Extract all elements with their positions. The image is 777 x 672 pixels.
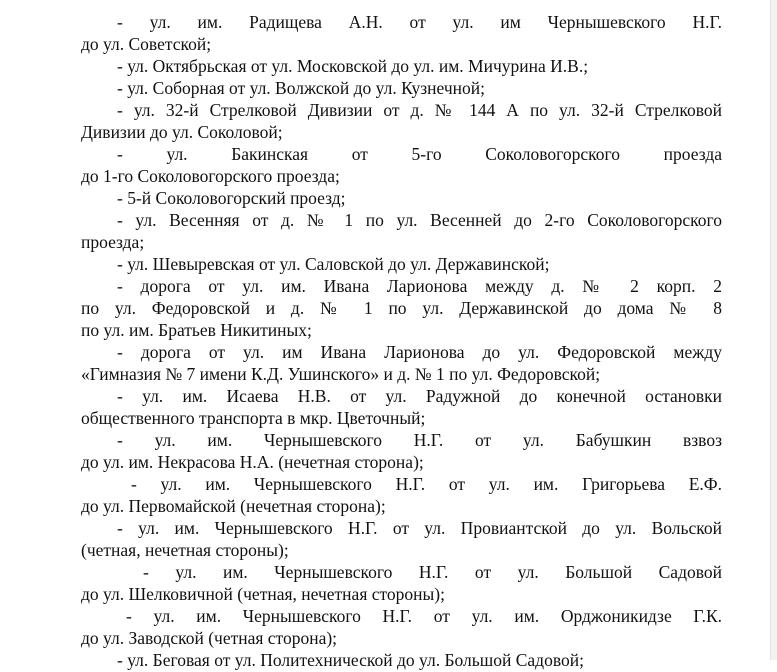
list-item: [81, 496, 722, 517]
list-item: [81, 12, 722, 33]
text-line: «Гимназия № 7 имени К.Д. Ушинского» и д. № 1 по ул. Федоровской;: [81, 364, 601, 384]
text-line: до ул. Первомайской (нечетная сторона);: [81, 496, 386, 516]
list-item: [81, 298, 722, 319]
text-line: - ул. Октябрьская от ул. Московской до ул. им. Мичурина И.В.;: [117, 56, 589, 76]
list-item: [81, 210, 722, 231]
text-line: - ул. им. Чернышевского Н.Г. от ул. Провиантской до ул. Вольской: [117, 518, 722, 538]
list-item: [81, 562, 722, 583]
text-line: до ул. Заводской (четная сторона);: [81, 628, 338, 648]
text-line: общественного транспорта в мкр. Цветочный;: [81, 408, 426, 428]
list-item: [81, 430, 722, 451]
list-item: [81, 56, 722, 77]
list-item: [81, 584, 722, 605]
text-line: - ул. им. Чернышевского Н.Г. от ул. им. Григорьева Е.Ф.: [131, 474, 722, 494]
text-line: до ул. Шелковичной (четная, нечетная стороны);: [81, 584, 445, 604]
list-item: [81, 144, 722, 165]
text-line: - ул. им. Чернышевского Н.Г. от ул. Большой Садовой: [143, 562, 722, 582]
list-item: [81, 540, 722, 561]
list-item: [81, 452, 722, 473]
text-line: до 1-го Соколовогорского проезда;: [81, 166, 340, 186]
list-item: [81, 276, 722, 297]
text-line: - ул. 32-й Стрелковой Дивизии от д. № 144 А по ул. 32-й Стрелковой: [117, 100, 722, 120]
list-item: [81, 408, 722, 429]
text-line: Дивизии до ул. Соколовой;: [81, 122, 283, 142]
text-line: - ул. им. Чернышевского Н.Г. от ул. им. Орджоникидзе Г.К.: [126, 606, 722, 626]
text-line: - ул. им. Исаева Н.В. от ул. Радужной до конечной остановки: [117, 386, 722, 406]
text-line: проезда;: [81, 232, 145, 252]
text-line: (четная, нечетная стороны);: [81, 540, 289, 560]
text-line: - 5-й Соколовогорский проезд;: [117, 188, 346, 208]
list-item: [81, 364, 722, 385]
list-item: [81, 34, 722, 55]
list-item: [81, 100, 722, 121]
list-item: [81, 320, 722, 341]
text-line: - ул. им. Чернышевского Н.Г. от ул. Бабушкин взвоз: [117, 430, 722, 450]
text-line: - ул. Бакинская от 5-го Соколовогорского проезда: [117, 144, 722, 164]
list-item: [81, 386, 722, 407]
document-body: [81, 12, 722, 672]
scrollbar[interactable]: [770, 0, 777, 660]
list-item: [81, 78, 722, 99]
list-item: [81, 650, 722, 671]
text-line: - дорога от ул. им. Ивана Ларионова между д. № 2 корп. 2: [117, 276, 722, 296]
text-line: - ул. Соборная от ул. Волжской до ул. Кузнечной;: [117, 78, 485, 98]
text-line: - ул. Весенняя от д. № 1 по ул. Весенней до 2-го Соколовогорского: [117, 210, 722, 230]
list-item: [81, 342, 722, 363]
list-item: [81, 518, 722, 539]
text-line: до ул. им. Некрасова Н.А. (нечетная сторона);: [81, 452, 424, 472]
list-item: [81, 166, 722, 187]
list-item: [81, 254, 722, 275]
text-line: - дорога от ул. им Ивана Ларионова до ул. Федоровской между: [117, 342, 722, 362]
list-item: [81, 628, 722, 649]
list-item: [81, 606, 722, 627]
text-line: - ул. Шевыревская от ул. Саловской до ул. Державинской;: [117, 254, 550, 274]
list-item: [81, 122, 722, 143]
text-line: - ул. им. Радищева А.Н. от ул. им Чернышевского Н.Г.: [117, 12, 722, 32]
list-item: [81, 232, 722, 253]
text-line: по ул. им. Братьев Никитиных;: [81, 320, 312, 340]
text-line: до ул. Советской;: [81, 34, 212, 54]
text-line: по ул. Федоровской и д. № 1 по ул. Державинской до дома № 8: [81, 298, 722, 318]
text-line: - ул. Беговая от ул. Политехнической до ул. Большой Садовой;: [117, 650, 584, 670]
list-item: [81, 188, 722, 209]
list-item: [81, 474, 722, 495]
